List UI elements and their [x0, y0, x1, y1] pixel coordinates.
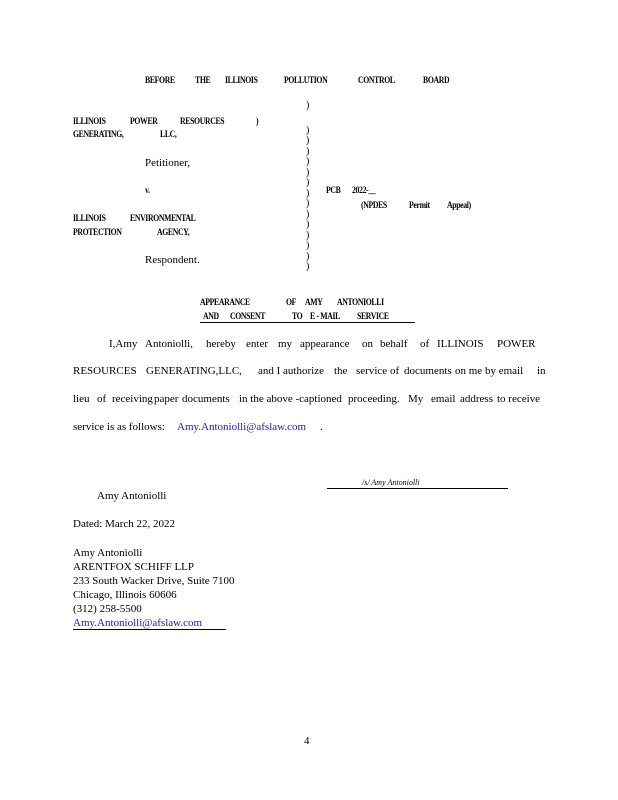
body-word: proceeding. — [348, 393, 400, 405]
title-word: APPEARANCE — [200, 297, 250, 307]
title-word: ANTONIOLLI — [337, 297, 384, 307]
paren: ) — [306, 156, 310, 167]
title-underline — [200, 322, 415, 323]
body-word: in the above -captioned — [239, 393, 342, 405]
body-word: I,Amy — [109, 338, 138, 350]
petitioner-word: POWER — [130, 116, 158, 126]
paren: ) — [306, 124, 310, 136]
body-word: GENERATING,LLC, — [146, 365, 242, 377]
respondent-word: ILLINOIS — [73, 213, 106, 223]
body-word: my — [278, 338, 293, 350]
title-word: CONSENT — [230, 311, 266, 321]
respondent-word: AGENCY, — [157, 227, 190, 237]
contact-phone: (312) 258-5500 — [73, 603, 142, 615]
signature-line — [327, 488, 508, 489]
contact-block — [73, 546, 234, 630]
paren: ) — [306, 187, 310, 199]
paren: ) — [306, 261, 310, 272]
paren: ) — [306, 208, 310, 220]
body-word: to receive — [497, 393, 541, 405]
case-label: PCB — [326, 185, 341, 195]
petitioner-word: LLC, — [160, 129, 177, 139]
respondent-word: PROTECTION — [73, 227, 122, 237]
title-word: AMY — [305, 297, 323, 307]
date-line: Dated: March 22, 2022 — [73, 518, 176, 530]
body-text: . — [320, 421, 323, 433]
petitioner-word: RESOURCES — [180, 116, 225, 126]
body-word: and I authorize — [258, 365, 324, 377]
case-number: 2022-__ — [352, 185, 376, 195]
signature-text: /s/ Amy Antoniolli — [362, 478, 420, 487]
body-word: documents — [404, 365, 452, 377]
paren: ) — [306, 166, 310, 178]
caption-parenthesis-column — [306, 101, 309, 273]
case-type-word: Appeal) — [447, 200, 471, 210]
petitioner-word: ) — [256, 116, 259, 126]
contact-name: Amy Antoniolli — [73, 547, 143, 559]
paren: ) — [306, 177, 310, 188]
contact-email-link[interactable]: Amy.Antoniolli@afslaw.com — [73, 617, 226, 630]
body-word: on me by email — [455, 365, 524, 377]
title-word: SERVICE — [357, 311, 389, 321]
title-word: AND — [203, 311, 219, 321]
paren: ) — [306, 219, 310, 230]
body-word: service — [356, 365, 388, 377]
paren: ) — [306, 135, 310, 146]
body-word: enter — [246, 338, 268, 350]
body-word: Antoniolli, — [145, 338, 193, 350]
body-word: behalf — [380, 338, 408, 350]
paren: ) — [306, 250, 310, 262]
body-word: in — [537, 365, 546, 377]
paren: ) — [306, 229, 310, 241]
title-word: E - MAIL — [310, 311, 340, 321]
paren: ) — [306, 240, 310, 251]
body-word: email — [431, 393, 456, 405]
body-text: service is as follows: — [73, 421, 165, 433]
body-word: paper — [154, 393, 179, 405]
case-type-word: Permit — [409, 200, 430, 210]
title-word: OF — [286, 297, 297, 307]
body-word: lieu — [73, 393, 90, 405]
body-word: hereby — [206, 338, 236, 350]
versus: v. — [145, 185, 150, 195]
contact-street: 233 South Wacker Drive, Suite 7100 — [73, 575, 235, 587]
body-word: POWER — [497, 338, 536, 350]
contact-firm: ARENTFOX SCHIFF LLP — [73, 561, 195, 573]
body-word: the — [334, 365, 348, 377]
board-word: CONTROL — [358, 75, 395, 85]
appearance-email-link[interactable]: Amy.Antoniolli@afslaw.com — [177, 421, 307, 433]
title-word: TO — [292, 311, 303, 321]
body-word: appearance — [300, 338, 350, 350]
body-word: of — [390, 365, 400, 377]
body-word: of — [97, 393, 107, 405]
paren: ) — [306, 198, 310, 209]
contact-city: Chicago, Illinois 60606 — [73, 589, 177, 601]
signer-name: Amy Antoniolli — [97, 490, 167, 502]
body-word: documents — [182, 393, 230, 405]
petitioner-label: Petitioner, — [145, 157, 191, 169]
body-word: on — [362, 338, 373, 350]
paren: ) — [306, 145, 310, 157]
board-word: BOARD — [423, 75, 450, 85]
board-word: ILLINOIS — [225, 75, 258, 85]
board-word: THE — [195, 75, 211, 85]
body-word: ILLINOIS — [437, 338, 484, 350]
body-word: My — [408, 393, 424, 405]
board-word: BEFORE — [145, 75, 175, 85]
board-word: POLLUTION — [284, 75, 328, 85]
page-number: 4 — [304, 735, 310, 747]
petitioner-word: GENERATING, — [73, 129, 124, 139]
case-type-word: (NPDES — [361, 200, 387, 210]
petitioner-word: ILLINOIS — [73, 116, 106, 126]
body-word: of — [420, 338, 430, 350]
body-word: receiving — [112, 393, 153, 405]
respondent-word: ENVIRONMENTAL — [130, 213, 196, 223]
paren: ) — [306, 100, 310, 111]
body-word: RESOURCES — [73, 365, 137, 377]
body-word: address — [460, 393, 493, 405]
respondent-label: Respondent. — [145, 254, 200, 266]
